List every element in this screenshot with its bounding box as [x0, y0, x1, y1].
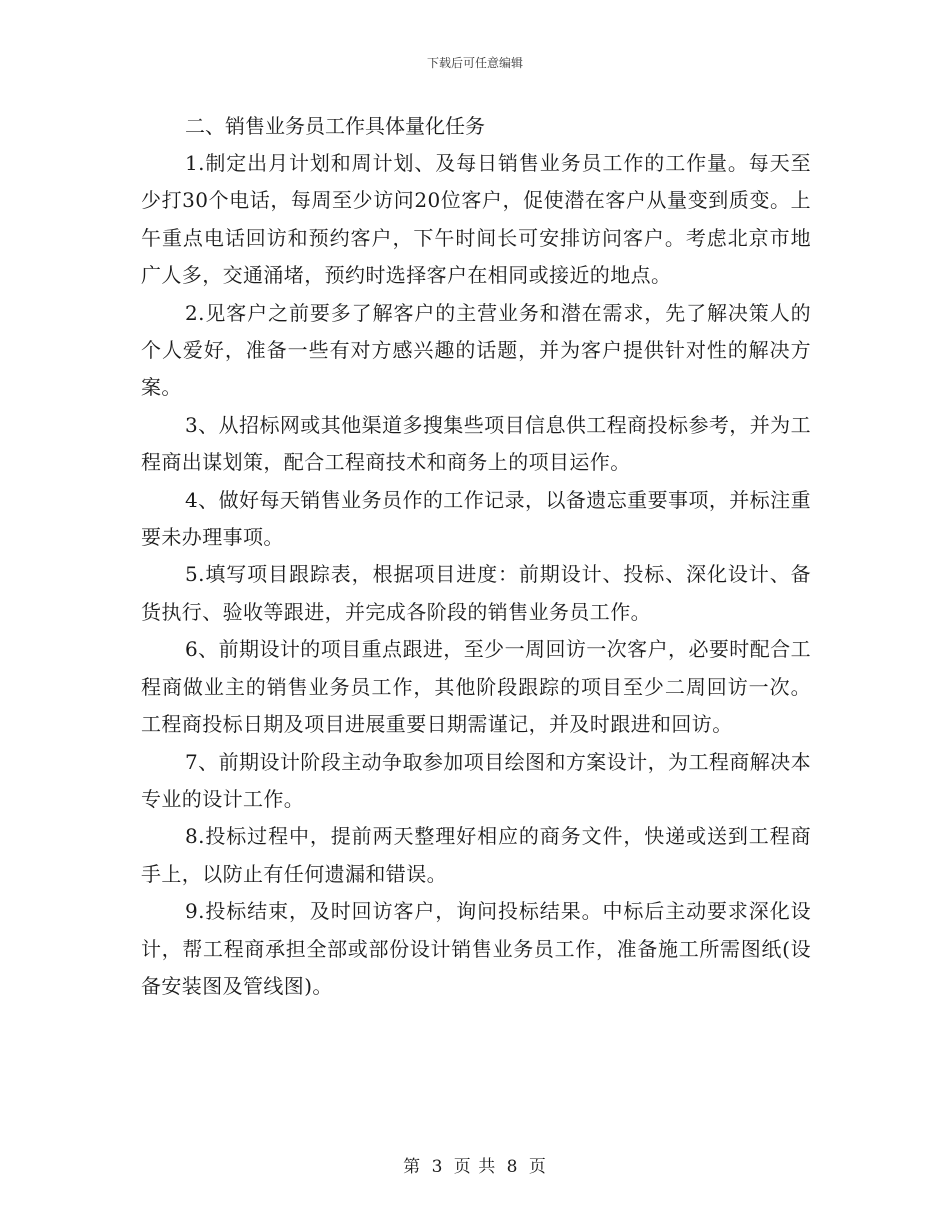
page-label-middle: 页 共: [453, 1157, 497, 1177]
paragraph-6: 6、前期设计的项目重点跟进，至少一周回访一次客户，必要时配合工程商做业主的销售业务员工作，其他阶段跟踪的项目至少二周回访一次。工程商投标日期及项目进展重要日期需谨记，并及时跟进和回访。: [141, 637, 811, 737]
paragraph-4: 4、做好每天销售业务员作的工作记录，以备遗忘重要事项，并标注重要未办理事项。: [141, 487, 811, 550]
section-title: 二、销售业务员工作具体量化任务: [185, 114, 485, 138]
paragraph-1: 1.制定出月计划和周计划、及每日销售业务员工作的工作量。每天至少打30个电话，每周至少访问20位客户，促使潜在客户从量变到质变。上午重点电话回访和预约客户，下午时间长可安排访问客户。考虑北京市地广人多，交通涌堵，预约时选择客户在相同或接近的地点。: [141, 151, 811, 288]
page-label-suffix: 页: [528, 1157, 547, 1177]
paragraph-2: 2.见客户之前要多了解客户的主营业务和潜在需求，先了解决策人的个人爱好，准备一些有对方感兴趣的话题，并为客户提供针对性的解决方案。: [141, 300, 811, 400]
document-body: [141, 108, 811, 1005]
paragraph-9: 9.投标结束，及时回访客户，询问投标结果。中标后主动要求深化设计，帮工程商承担全部或部份设计销售业务员工作，准备施工所需图纸(设备安装图及管线图)。: [141, 899, 811, 998]
header-note: 下载后可任意编辑: [426, 56, 523, 70]
paragraph-5: 5.填写项目跟踪表，根据项目进度：前期设计、投标、深化设计、备货执行、验收等跟进，并完成各阶段的销售业务员工作。: [141, 562, 811, 624]
total-pages-number: 8: [506, 1157, 519, 1177]
paragraph-8: 8.投标过程中，提前两天整理好相应的商务文件，快递或送到工程商手上，以防止有任何遗漏和错误。: [141, 824, 811, 886]
paragraph-3: 3、从招标网或其他渠道多搜集些项目信息供工程商投标参考，并为工程商出谋划策，配合工程商技术和商务上的项目运作。: [141, 412, 811, 475]
current-page-number: 3: [431, 1157, 444, 1177]
paragraph-7: 7、前期设计阶段主动争取参加项目绘图和方案设计，为工程商解决本专业的设计工作。: [141, 749, 811, 811]
page-label-prefix: 第: [403, 1157, 422, 1177]
page-footer: [0, 1152, 950, 1177]
